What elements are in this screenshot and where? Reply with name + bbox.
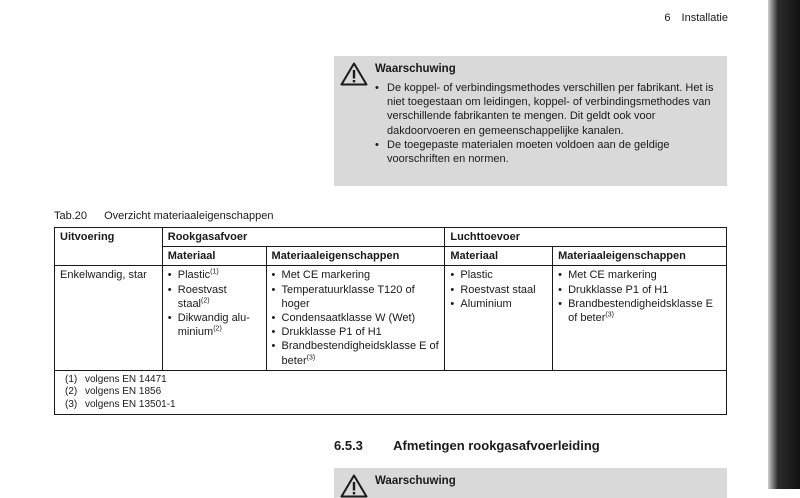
- table-title: Overzicht materiaaleigenschappen: [104, 210, 274, 222]
- list-item: • Aluminium: [450, 297, 547, 311]
- list-item: • Met CE markering: [558, 268, 721, 282]
- warning-list: [374, 81, 719, 166]
- header-rookgasafvoer: Rookgasafvoer: [162, 228, 445, 247]
- footnote-row: [55, 370, 727, 415]
- warning-box: [334, 468, 727, 498]
- warning-item: • De koppel- of verbindingsmethodes verschillen per fabrikant. Het is niet toegestaan om leidingen, koppel- of verbindingsmethodes van verschillende fabrikanten te mengen. Dit geldt ook voor dakdoorvoeren en gemeenschappelijke kanalen.: [374, 81, 719, 138]
- list-item: • Roestvast staal$^{(2)}$: [168, 283, 261, 311]
- list-item: • Roestvast staal: [450, 283, 547, 297]
- page-header: [664, 12, 728, 24]
- table-caption: [54, 210, 273, 222]
- subheader-eigenschappen: Materiaaleigenschappen: [553, 247, 727, 266]
- subheader-materiaal: Materiaal: [445, 247, 553, 266]
- table-row: [55, 266, 727, 370]
- section-number: 6.5.3: [334, 438, 363, 453]
- cell-lucht-eigenschappen: [553, 266, 727, 370]
- footnote: (2) volgens EN 1856: [65, 386, 162, 398]
- subheader-eigenschappen: Materiaaleigenschappen: [266, 247, 445, 266]
- footnote: (1) volgens EN 14471: [65, 373, 167, 385]
- list-item: • Temperatuurklasse T120 of hoger: [272, 283, 440, 311]
- warning-title: Waarschuwing: [375, 63, 456, 75]
- list-item: • Plastic$^{(1)}$: [168, 268, 261, 282]
- viewer-edge: [768, 0, 800, 489]
- table-footnotes: [55, 370, 727, 415]
- chapter-title: Installatie: [681, 12, 728, 24]
- warning-triangle-icon: [340, 474, 368, 498]
- warning-triangle-icon: [340, 62, 368, 86]
- warning-item: • De toegepaste materialen moeten voldoen aan de geldige voorschriften en normen.: [374, 138, 719, 166]
- list-item: • Drukklasse P1 of H1: [272, 325, 440, 339]
- list-item: • Condensaatklasse W (Wet): [272, 311, 440, 325]
- list-item: • Plastic: [450, 268, 547, 282]
- table-header-row: [55, 228, 727, 247]
- header-luchttoevoer: Luchttoevoer: [445, 228, 727, 247]
- footnote: (3) volgens EN 13501-1: [65, 398, 176, 410]
- list-item: • Drukklasse P1 of H1: [558, 283, 721, 297]
- cell-rookgas-materiaal: [162, 266, 266, 370]
- list-item: • Dikwandig aluminium$^{(2)}$: [168, 311, 261, 339]
- list-item: • Brandbestendigheidsklasse E of beter$^{(3)}$: [558, 297, 721, 325]
- list-item: • Brandbestendigheidsklasse E of beter$^{(3)}$: [272, 339, 440, 367]
- section-title: Afmetingen rookgasafvoerleiding: [393, 438, 600, 453]
- header-uitvoering: Uitvoering: [55, 228, 163, 266]
- table-number: Tab.20: [54, 210, 88, 222]
- chapter-number: 6: [664, 12, 671, 24]
- cell-uitvoering: Enkelwandig, star: [55, 266, 163, 370]
- cell-lucht-materiaal: [445, 266, 553, 370]
- subheader-materiaal: Materiaal: [162, 247, 266, 266]
- list-item: • Met CE markering: [272, 268, 440, 282]
- material-properties-table: [54, 227, 727, 415]
- warning-box: [334, 56, 727, 186]
- cell-rookgas-eigenschappen: [266, 266, 445, 370]
- section-heading: [334, 438, 600, 453]
- warning-title: Waarschuwing: [375, 475, 456, 487]
